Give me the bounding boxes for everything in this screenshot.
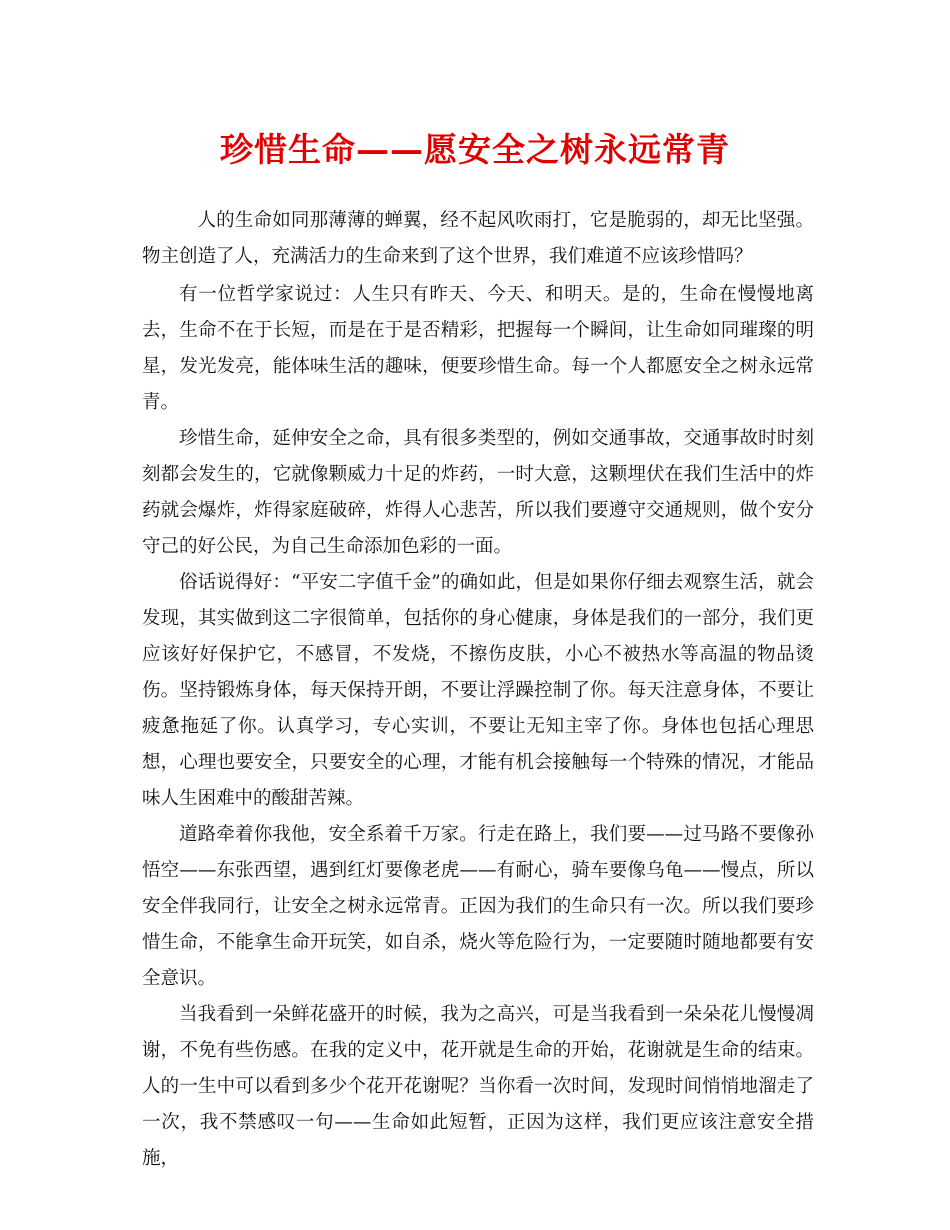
paragraph-3: 珍惜生命，延伸安全之命，具有很多类型的，例如交通事故，交通事故时时刻刻都会发生的，它就像颗威力十足的炸药，一时大意，这颗埋伏在我们生活中的炸药就会爆炸，炸得家庭破碎，炸得人心悲苦，所以我们要遵守交通规则，做个安分守己的好公民，为自己生命添加色彩的一面。 [142,428,814,557]
document-title: 珍惜生命——愿安全之树永远常青 [220,130,730,169]
paragraph-6: 当我看到一朵鲜花盛开的时候，我为之高兴，可是当我看到一朵朵花儿慢慢凋谢，不免有些伤感。在我的定义中，花开就是生命的开始，花谢就是生命的结束。人的一生中可以看到多少个花开花谢呢？当你看一次时间，发现时间悄悄地溜走了一次，我不禁感叹一句——生命如此短暂，正因为这样，我们更应该注意安全措施， [142,1004,814,1169]
document-body [142,203,814,1177]
paragraph-4: 俗话说得好：“平安二字值千金”的确如此，但是如果你仔细去观察生活，就会发现，其实做到这二字很简单，包括你的身心健康，身体是我们的一部分，我们更应该好好保护它，不感冒，不发烧，不擦伤皮肤，小心不被热水等高温的物品烫伤。坚持锻炼身体，每天保持开朗，不要让浮躁控制了你。每天注意身体，不要让疲惫拖延了你。认真学习，专心实训，不要让无知主宰了你。身体也包括心理思想，心理也要安全，只要安全的心理，才能有机会接触每一个特殊的情况，才能品味人生困难中的酸甜苦辣。 [142,572,814,809]
paragraph-5: 道路牵着你我他，安全系着千万家。行走在路上，我们要——过马路不要像孙悟空——东张西望，遇到红灯要像老虎——有耐心，骑车要像乌龟——慢点，所以安全伴我同行，让安全之树永远常青。正因为我们的生命只有一次。所以我们要珍惜生命，不能拿生命开玩笑，如自杀，烧火等危险行为，一定要随时随地都要有安全意识。 [142,824,814,989]
paragraph-2: 有一位哲学家说过：人生只有昨天、今天、和明天。是的，生命在慢慢地离去，生命不在于长短，而是在于是否精彩，把握每一个瞬间，让生命如同璀璨的明星，发光发亮，能体味生活的趣味，便要珍惜生命。每一个人都愿安全之树永远常青。 [142,284,814,413]
paragraph-1: 人的生命如同那薄薄的蝉翼，经不起风吹雨打，它是脆弱的，却无比坚强。物主创造了人，充满活力的生命来到了这个世界，我们难道不应该珍惜吗？ [142,210,814,267]
